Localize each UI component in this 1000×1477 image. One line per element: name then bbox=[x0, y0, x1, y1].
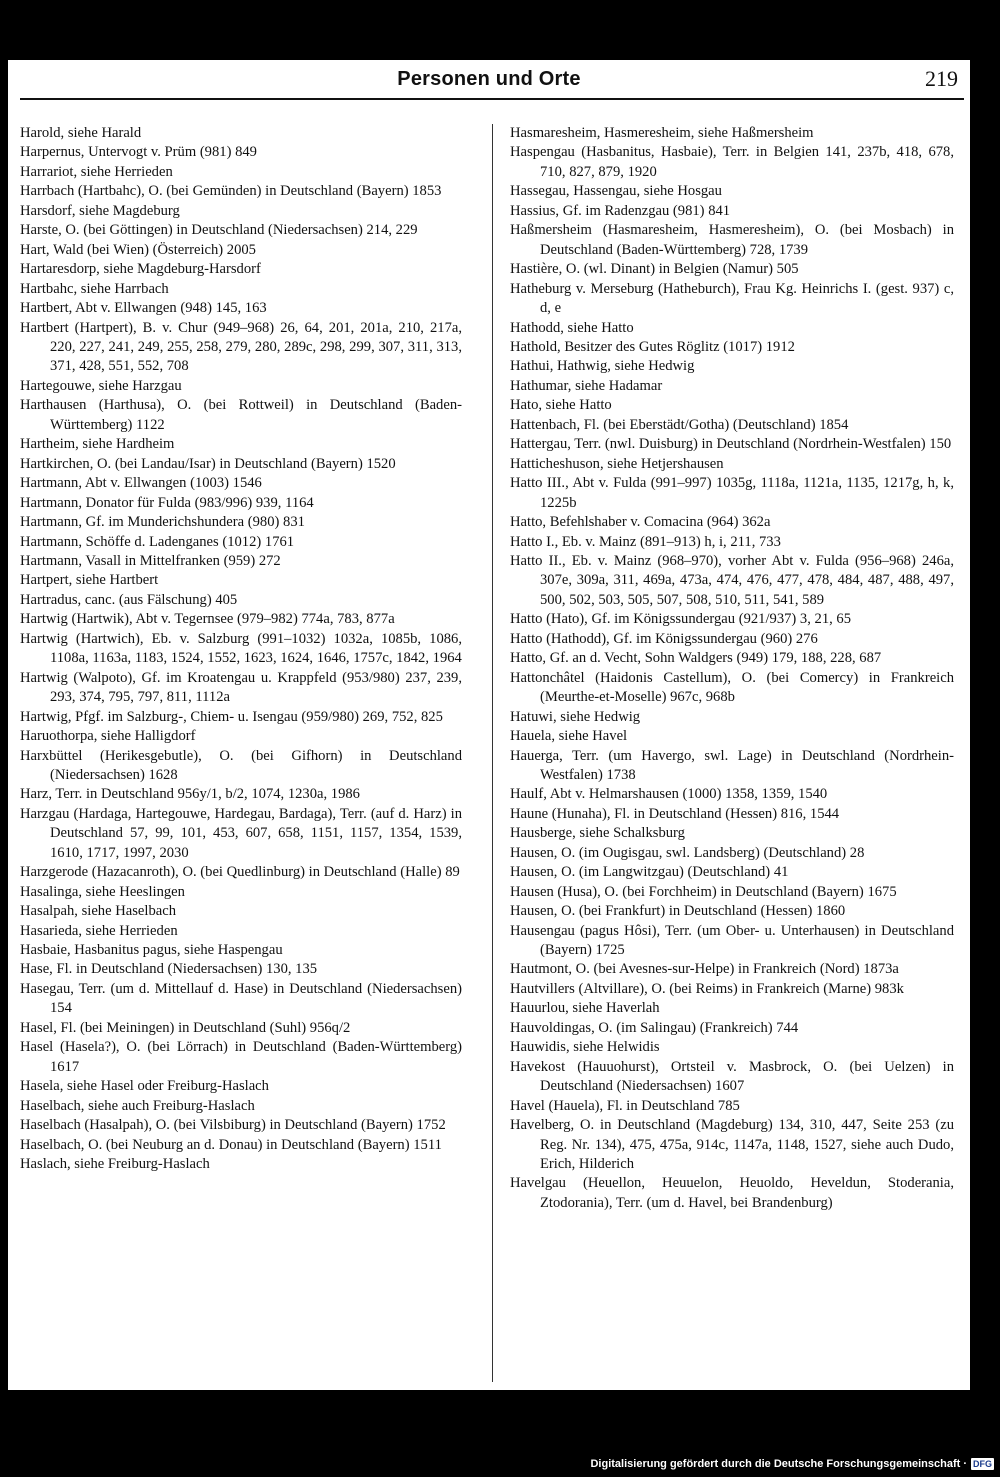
index-entry: Hasegau, Terr. (um d. Mittellauf d. Hase) in Deutschland (Niedersachsen) 154 bbox=[20, 980, 462, 1017]
index-entry: Hasbaie, Hasbanitus pagus, siehe Haspengau bbox=[20, 942, 283, 959]
index-entry: Hasmaresheim, Hasmeresheim, siehe Haßmersheim bbox=[510, 125, 814, 141]
index-entry: Hathui, Hathwig, siehe Hedwig bbox=[510, 358, 695, 375]
index-entry: Hasalinga, siehe Heeslingen bbox=[20, 883, 185, 900]
index-entry: Hartbert, Abt v. Ellwangen (948) 145, 163 bbox=[20, 300, 267, 317]
index-entry: Hauerga, Terr. (um Havergo, swl. Lage) in Deutschland (Nordrhein-Westfalen) 1738 bbox=[510, 747, 954, 783]
index-entry: Hausen, O. (im Langwitzgau) (Deutschland) 41 bbox=[510, 864, 789, 881]
index-entry: Hatto (Hato), Gf. im Königssundergau (921/937) 3, 21, 65 bbox=[510, 611, 852, 628]
index-entry: Hartegouwe, siehe Harzgau bbox=[20, 377, 182, 394]
index-entry: Hatto, Befehlshaber v. Comacina (964) 362a bbox=[510, 514, 771, 531]
index-entry: Hattergau, Terr. (nwl. Duisburg) in Deutschland (Nordrhein-Westfalen) 150 bbox=[510, 436, 952, 453]
index-entry: Hasela, siehe Hasel oder Freiburg-Haslach bbox=[20, 1078, 269, 1095]
index-entry: Hase, Fl. in Deutschland (Niedersachsen) 130, 135 bbox=[20, 961, 318, 978]
index-entry: Hausen, O. (im Ougisgau, swl. Landsberg) (Deutschland) 28 bbox=[510, 844, 865, 861]
index-entry: Hauurlou, siehe Haverlah bbox=[510, 1000, 660, 1017]
index-entry: Hartheim, siehe Hardheim bbox=[20, 436, 175, 453]
index-entry: Harrariot, siehe Herrieden bbox=[20, 163, 173, 180]
index-entry: Hathold, Besitzer des Gutes Röglitz (1017) 1912 bbox=[510, 338, 795, 355]
index-entry: Hasel (Hasela?), O. (bei Lörrach) in Deutschland (Baden-Württemberg) 1617 bbox=[20, 1039, 462, 1075]
index-entry: Haslach, siehe Freiburg-Haslach bbox=[20, 1156, 210, 1173]
left-column bbox=[20, 124, 462, 1174]
page-header bbox=[8, 66, 970, 100]
index-entry: Harz, Terr. in Deutschland 956y/1, b/2, 1074, 1230a, 1986 bbox=[20, 786, 360, 803]
index-entry: Hatto, Gf. an d. Vecht, Sohn Waldgers (949) 179, 188, 228, 687 bbox=[510, 650, 882, 667]
index-entry: Hasarieda, siehe Herrieden bbox=[20, 922, 178, 939]
index-entry: Hartkirchen, O. (bei Landau/Isar) in Deutschland (Bayern) 1520 bbox=[20, 455, 396, 472]
index-entry: Hart, Wald (bei Wien) (Österreich) 2005 bbox=[20, 241, 256, 258]
page-title: Personen und Orte bbox=[397, 68, 581, 90]
index-entry: Havekost (Hauuohurst), Ortsteil v. Masbrock, O. (bei Uelzen) in Deutschland (Niedersachsen) 1607 bbox=[510, 1058, 954, 1095]
index-entry: Hathumar, siehe Hadamar bbox=[510, 377, 663, 394]
index-entry: Hartpert, siehe Hartbert bbox=[20, 572, 159, 589]
index-entry: Hartwig (Hartwich), Eb. v. Salzburg (991–1032) 1032a, 1085b, 1086, 1108a, 1163a, 1183, 1524, 1552, 1623, 1624, 1646, 1757c, 1842, 1964 bbox=[20, 630, 462, 667]
index-entry: Hato, siehe Hatto bbox=[510, 397, 612, 414]
index-entry: Hausberge, siehe Schalksburg bbox=[510, 825, 685, 842]
index-entry: Hattonchâtel (Haidonis Castellum), O. (bei Comercy) in Frankreich (Meurthe-et-Moselle) 967c, 968b bbox=[510, 669, 954, 706]
index-entry: Hatto II., Eb. v. Mainz (968–970), vorher Abt v. Fulda (956–968) 246a, 307e, 309a, 311, 469a, 473a, 474, 476, 477, 478, 484, 487, 488, 497, 500, 502, 503, 505, 507, 508, 510, 511, 541, 589 bbox=[510, 552, 954, 608]
index-entry: Hartbahc, siehe Harrbach bbox=[20, 280, 169, 297]
index-entry: Hartwig (Walpoto), Gf. im Kroatengau u. Krappfeld (953/980) 237, 239, 293, 374, 795, 797, 811, 1112a bbox=[20, 669, 462, 706]
index-entry: Hattenbach, Fl. (bei Eberstädt/Gotha) (Deutschland) 1854 bbox=[510, 416, 849, 433]
index-entry: Hartradus, canc. (aus Fälschung) 405 bbox=[20, 591, 238, 608]
index-entry: Harste, O. (bei Göttingen) in Deutschland (Niedersachsen) 214, 229 bbox=[20, 222, 418, 239]
index-entry: Havelgau (Heuellon, Heuuelon, Heuoldo, Heveldun, Stoderania, Ztodorania), Terr. (um d. Havel, bei Brandenburg) bbox=[510, 1175, 954, 1211]
header-rule bbox=[20, 98, 964, 100]
index-entry: Haßmersheim (Hasmaresheim, Hasmeresheim), O. (bei Mosbach) in Deutschland (Baden-Württemberg) 728, 1739 bbox=[510, 222, 954, 258]
right-column bbox=[510, 124, 954, 1213]
index-entry: Hasel, Fl. (bei Meiningen) in Deutschland (Suhl) 956q/2 bbox=[20, 1019, 351, 1036]
index-entry: Hausen (Husa), O. (bei Forchheim) in Deutschland (Bayern) 1675 bbox=[510, 883, 897, 900]
index-entry: Hauwidis, siehe Helwidis bbox=[510, 1039, 660, 1056]
index-entry: Hartmann, Gf. im Munderichshundera (980) 831 bbox=[20, 514, 305, 531]
index-entry: Harzgerode (Hazacanroth), O. (bei Quedlinburg) in Deutschland (Halle) 89 bbox=[20, 864, 460, 881]
index-entry: Haruothorpa, siehe Halligdorf bbox=[20, 728, 196, 745]
index-entry: Hartwig (Hartwik), Abt v. Tegernsee (979–982) 774a, 783, 877a bbox=[20, 611, 395, 628]
index-entry: Haspengau (Hasbanitus, Hasbaie), Terr. in Belgien 141, 237b, 418, 678, 710, 827, 879, 1920 bbox=[510, 144, 954, 180]
index-entry: Havelberg, O. in Deutschland (Magdeburg) 134, 310, 447, Seite 253 (zu Reg. Nr. 134), 475, 475a, 914c, 1147a, 1148, 1527, siehe auch Dudo, Erich, Hilderich bbox=[510, 1117, 954, 1173]
footer bbox=[590, 1458, 994, 1470]
index-entry: Hartmann, Schöffe d. Ladenganes (1012) 1761 bbox=[20, 533, 295, 550]
index-entry: Haselbach, siehe auch Freiburg-Haslach bbox=[20, 1097, 255, 1114]
index-entry: Haselbach, O. (bei Neuburg an d. Donau) in Deutschland (Bayern) 1511 bbox=[20, 1136, 442, 1153]
index-entry: Harrbach (Hartbahc), O. (bei Gemünden) in Deutschland (Bayern) 1853 bbox=[20, 183, 442, 200]
index-entry: Hautvillers (Altvillare), O. (bei Reims) in Frankreich (Marne) 983k bbox=[510, 980, 904, 997]
index-entry: Harpernus, Untervogt v. Prüm (981) 849 bbox=[20, 144, 257, 161]
column-divider bbox=[492, 124, 493, 1382]
index-entry: Hatticheshuson, siehe Hetjershausen bbox=[510, 455, 724, 472]
index-entry: Haulf, Abt v. Helmarshausen (1000) 1358, 1359, 1540 bbox=[510, 786, 828, 803]
index-entry: Hauela, siehe Havel bbox=[510, 728, 628, 745]
index-entry: Hausen, O. (bei Frankfurt) in Deutschland (Hessen) 1860 bbox=[510, 903, 846, 920]
index-entry: Havel (Hauela), Fl. in Deutschland 785 bbox=[510, 1097, 740, 1114]
index-entry: Haselbach (Hasalpah), O. (bei Vilsbiburg) in Deutschland (Bayern) 1752 bbox=[20, 1117, 446, 1134]
index-entry: Harsdorf, siehe Magdeburg bbox=[20, 202, 180, 219]
dfg-logo-icon: DFG bbox=[973, 1459, 992, 1469]
index-entry: Hatto I., Eb. v. Mainz (891–913) h, i, 211, 733 bbox=[510, 533, 781, 550]
index-entry: Haune (Hunaha), Fl. in Deutschland (Hessen) 816, 1544 bbox=[510, 805, 840, 822]
index-entry: Hartwig, Pfgf. im Salzburg-, Chiem- u. Isengau (959/980) 269, 752, 825 bbox=[20, 708, 443, 725]
index-entry: Harthausen (Harthusa), O. (bei Rottweil) in Deutschland (Baden-Württemberg) 1122 bbox=[20, 397, 462, 433]
index-page bbox=[8, 60, 970, 1390]
index-entry: Hartbert (Hartpert), B. v. Chur (949–968) 26, 64, 201, 201a, 210, 217a, 220, 227, 241, 249, 255, 258, 279, 280, 289c, 298, 299, 307, 311, 313, 371, 428, 551, 552, 708 bbox=[20, 319, 462, 375]
index-entry: Hastière, O. (wl. Dinant) in Belgien (Namur) 505 bbox=[510, 261, 799, 278]
page-number: 219 bbox=[925, 66, 958, 91]
index-entry: Hartmann, Abt v. Ellwangen (1003) 1546 bbox=[20, 475, 262, 492]
index-entry: Hassegau, Hassengau, siehe Hosgau bbox=[510, 183, 722, 200]
index-entry: Harzgau (Hardaga, Hartegouwe, Hardegau, Bardaga), Terr. (auf d. Harz) in Deutschland 57, 99, 101, 453, 607, 658, 1151, 1157, 1354, 1539, 1610, 1717, 1997, 2030 bbox=[20, 805, 462, 861]
index-entry: Hassius, Gf. im Radenzgau (981) 841 bbox=[510, 202, 731, 219]
index-entry: Hauvoldingas, O. (im Salingau) (Frankreich) 744 bbox=[510, 1019, 799, 1036]
index-entry: Hasalpah, siehe Haselbach bbox=[20, 903, 177, 920]
index-entry: Hartmann, Vasall in Mittelfranken (959) 272 bbox=[20, 552, 281, 569]
index-entry: Harold, siehe Harald bbox=[20, 125, 142, 141]
index-entry: Harxbüttel (Herikesgebutle), O. (bei Gifhorn) in Deutschland (Niedersachsen) 1628 bbox=[20, 747, 462, 783]
index-entry: Hautmont, O. (bei Avesnes-sur-Helpe) in Frankreich (Nord) 1873a bbox=[510, 961, 899, 978]
index-entry: Hartmann, Donator für Fulda (983/996) 939, 1164 bbox=[20, 494, 314, 511]
index-entry: Hatuwi, siehe Hedwig bbox=[510, 708, 641, 725]
index-entry: Hartaresdorp, siehe Magdeburg-Harsdorf bbox=[20, 261, 261, 278]
index-entry: Hathodd, siehe Hatto bbox=[510, 319, 634, 336]
footer-credit: Digitalisierung gefördert durch die Deutsche Forschungsgemeinschaft · bbox=[590, 1458, 967, 1470]
index-entry: Hausengau (pagus Hôsi), Terr. (um Ober- u. Unterhausen) in Deutschland (Bayern) 1725 bbox=[510, 922, 954, 959]
index-entry: Hatto III., Abt v. Fulda (991–997) 1035g, 1118a, 1121a, 1135, 1217g, h, k, 1225b bbox=[510, 475, 954, 511]
index-entry: Hatheburg v. Merseburg (Hatheburch), Frau Kg. Heinrichs I. (gest. 937) c, d, e bbox=[510, 280, 954, 317]
index-entry: Hatto (Hathodd), Gf. im Königssundergau (960) 276 bbox=[510, 630, 818, 647]
